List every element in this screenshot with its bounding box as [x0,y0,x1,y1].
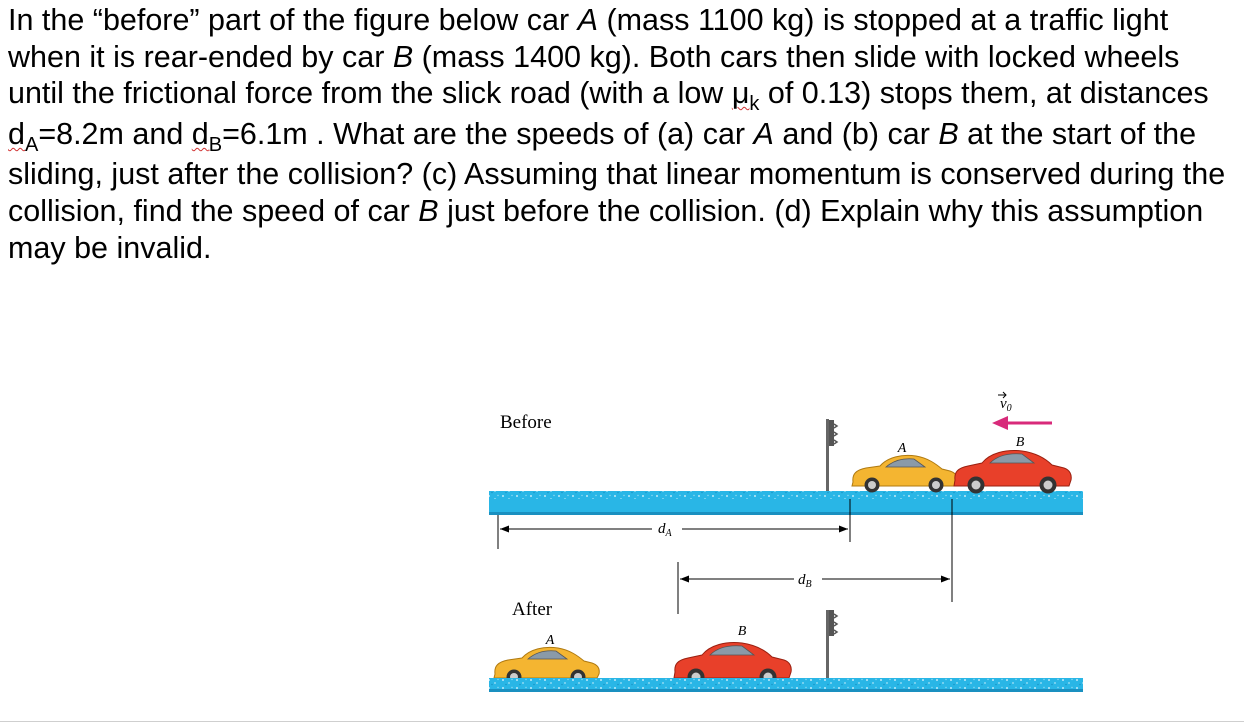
traffic-light-after [826,610,837,678]
bottom-rule [0,721,1244,722]
car-a-before [852,441,957,493]
car-a-after [494,633,599,685]
collision-figure [486,382,1086,712]
car-b-before [954,435,1071,494]
car-b-label-after: B [737,624,747,639]
before-label: Before [500,412,552,433]
car-a-label-after: A [545,633,555,648]
distance-b-label: $d_B$ [798,572,812,590]
after-label: After [512,599,553,620]
car-b-label-before: B [1015,435,1025,450]
velocity-v0-arrow [992,392,1052,430]
road-surface-before [489,491,1083,499]
car-a-label-before: A [897,441,907,456]
traffic-light-before [826,419,837,491]
mu-symbol: $\mu_k$ [731,76,760,116]
problem-text: In the “before” part of the figure below car A (mass 1100 kg) is stopped at a traffic light when it is rear-ended by car B (mass 1400 kg). Both cars then slide with locked wheels until the frictional force from the slick road (with a low $\mu_k$ of 0.13) stops them, at distances $d_A=8.2m$ and $d_B=6.1m$ . What are the speeds of (a) car A and (b) car B at the start of the sliding, just after the collision? (c) Assuming that linear momentum is conserved during the collision, find the speed of car B just before the collision. (d) Explain why this assumption may be invalid. [8,3,1226,265]
distance-b-symbol: $d_B$ [191,116,223,156]
car-b-after [674,624,791,686]
distance-a-label: $d_A$ [658,521,672,539]
distance-a-symbol: $d_A$ [8,116,39,156]
v0-label: $v_0$ [1000,396,1012,414]
distance-b-marker [678,562,950,614]
